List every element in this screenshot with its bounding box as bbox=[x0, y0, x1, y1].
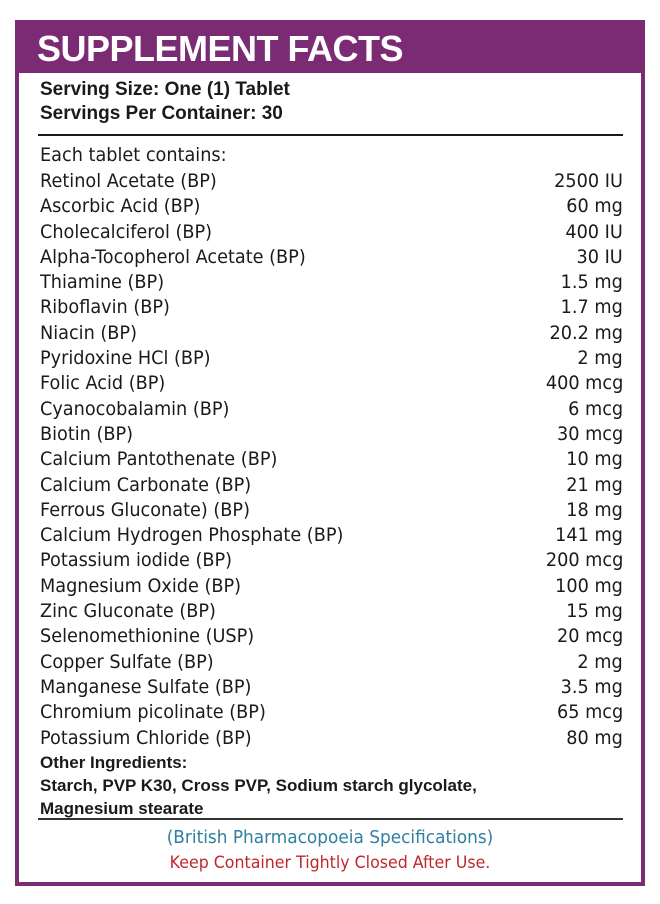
divider-bottom bbox=[38, 818, 623, 820]
nutrient-row bbox=[40, 321, 623, 346]
nutrient-amount: 15 mg bbox=[566, 600, 623, 623]
nutrient-name: Manganese Sulfate (BP) bbox=[40, 675, 252, 698]
nutrient-row bbox=[40, 422, 623, 447]
nutrient-row bbox=[40, 270, 623, 295]
nutrient-row bbox=[40, 726, 623, 751]
panel-title: SUPPLEMENT FACTS bbox=[19, 24, 641, 73]
nutrient-row bbox=[40, 447, 623, 472]
serving-size: Serving Size: One (1) Tablet bbox=[40, 79, 290, 100]
nutrient-amount: 3.5 mg bbox=[560, 675, 623, 698]
nutrient-list bbox=[40, 169, 623, 751]
nutrient-row bbox=[40, 574, 623, 599]
nutrient-name: Magnesium Oxide (BP) bbox=[40, 574, 242, 597]
nutrient-row bbox=[40, 194, 623, 219]
nutrient-row bbox=[40, 220, 623, 245]
nutrient-amount: 141 mg bbox=[555, 524, 623, 547]
storage-warning: Keep Container Tightly Closed After Use. bbox=[169, 853, 491, 873]
nutrient-amount: 60 mg bbox=[566, 195, 623, 218]
nutrient-amount: 2 mg bbox=[577, 347, 623, 370]
serving-info bbox=[40, 78, 630, 126]
nutrient-row bbox=[40, 473, 623, 498]
nutrient-row bbox=[40, 295, 623, 320]
divider-top bbox=[38, 134, 623, 136]
nutrient-amount: 10 mg bbox=[566, 448, 623, 471]
nutrient-amount: 100 mg bbox=[555, 574, 623, 597]
nutrient-name: Folic Acid (BP) bbox=[40, 372, 166, 395]
nutrient-row bbox=[40, 650, 623, 675]
nutrient-name: Chromium picolinate (BP) bbox=[40, 701, 266, 724]
nutrient-row bbox=[40, 624, 623, 649]
nutrient-name: Biotin (BP) bbox=[40, 422, 134, 445]
nutrient-row bbox=[40, 700, 623, 725]
nutrient-amount: 65 mcg bbox=[556, 701, 623, 724]
nutrient-amount: 1.5 mg bbox=[560, 271, 623, 294]
nutrient-row bbox=[40, 599, 623, 624]
nutrient-amount: 30 mcg bbox=[556, 422, 623, 445]
nutrient-row bbox=[40, 675, 623, 700]
servings-per-container: Servings Per Container: 30 bbox=[40, 103, 283, 124]
nutrient-amount: 20.2 mg bbox=[549, 321, 623, 344]
nutrient-name: Calcium Carbonate (BP) bbox=[40, 473, 252, 496]
nutrient-name: Ferrous Gluconate) (BP) bbox=[40, 498, 250, 521]
nutrient-row bbox=[40, 548, 623, 573]
nutrient-name: Copper Sulfate (BP) bbox=[40, 650, 214, 673]
nutrient-name: Retinol Acetate (BP) bbox=[40, 170, 217, 192]
nutrient-row bbox=[40, 498, 623, 523]
nutrient-row bbox=[40, 371, 623, 396]
nutrient-row bbox=[40, 397, 623, 422]
nutrient-amount: 6 mcg bbox=[567, 397, 623, 420]
nutrient-amount: 400 IU bbox=[565, 220, 623, 243]
nutrient-name: Potassium iodide (BP) bbox=[40, 549, 233, 572]
nutrient-name: Riboflavin (BP) bbox=[40, 296, 170, 319]
supplement-facts-panel bbox=[15, 20, 645, 886]
nutrient-name: Cyanocobalamin (BP) bbox=[40, 397, 230, 420]
nutrient-name: Alpha-Tocopherol Acetate (BP) bbox=[40, 245, 306, 268]
nutrient-amount: 1.7 mg bbox=[560, 296, 623, 319]
nutrient-name: Calcium Hydrogen Phosphate (BP) bbox=[40, 524, 344, 547]
nutrient-name: Calcium Pantothenate (BP) bbox=[40, 448, 278, 471]
contains-label: Each tablet contains: bbox=[40, 144, 227, 166]
nutrient-name: Cholecalciferol (BP) bbox=[40, 220, 213, 243]
other-ingredients bbox=[40, 751, 630, 820]
nutrient-name: Selenomethionine (USP) bbox=[40, 625, 255, 648]
nutrient-name: Potassium Chloride (BP) bbox=[40, 726, 252, 749]
nutrient-name: Thiamine (BP) bbox=[40, 271, 165, 294]
nutrient-row bbox=[40, 245, 623, 270]
spec-note: (British Pharmacopoeia Specifications) bbox=[166, 827, 494, 848]
other-ingredients-heading: Other Ingredients: bbox=[40, 753, 188, 772]
nutrient-amount: 80 mg bbox=[566, 726, 623, 749]
nutrient-amount: 30 IU bbox=[576, 245, 623, 268]
nutrient-amount: 20 mcg bbox=[556, 625, 623, 648]
nutrient-name: Pyridoxine HCl (BP) bbox=[40, 347, 211, 370]
nutrient-row bbox=[40, 346, 623, 371]
nutrient-amount: 2 mg bbox=[577, 650, 623, 673]
nutrient-row bbox=[40, 523, 623, 548]
other-ingredients-list: Starch, PVP K30, Cross PVP, Sodium starch glycolate, Magnesium stearate bbox=[40, 776, 477, 818]
nutrient-amount: 2500 IU bbox=[554, 170, 623, 192]
nutrient-amount: 400 mcg bbox=[545, 372, 623, 395]
nutrient-amount: 18 mg bbox=[566, 498, 623, 521]
nutrient-row bbox=[40, 169, 623, 194]
nutrient-amount: 200 mcg bbox=[545, 549, 623, 572]
nutrient-name: Niacin (BP) bbox=[40, 321, 137, 344]
nutrient-amount: 21 mg bbox=[566, 473, 623, 496]
nutrient-name: Zinc Gluconate (BP) bbox=[40, 600, 216, 623]
nutrient-name: Ascorbic Acid (BP) bbox=[40, 195, 201, 218]
